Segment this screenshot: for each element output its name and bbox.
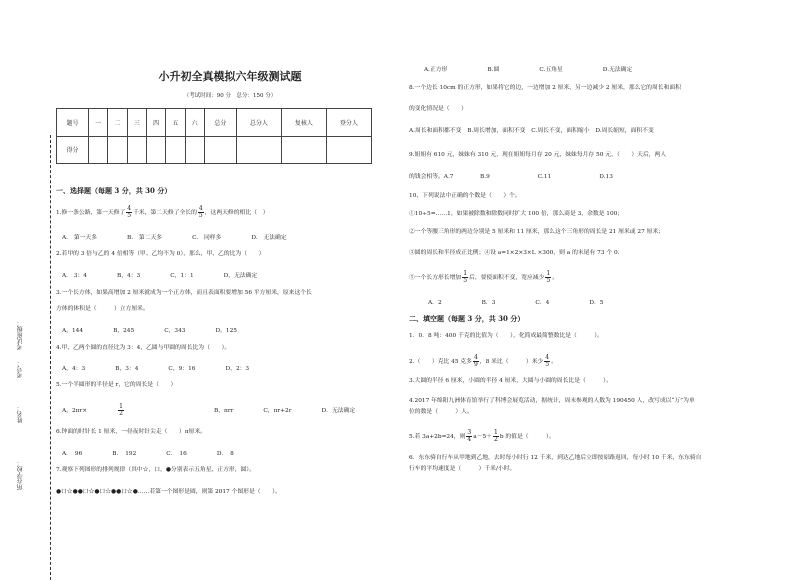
question-10: 10、下列说法中正确的个数是（ ）个。	[409, 193, 521, 199]
class-label: 考试班级：	[17, 320, 24, 350]
score-cell[interactable]	[89, 136, 108, 164]
score-cell[interactable]	[281, 136, 326, 164]
option[interactable]: C.五角星	[539, 67, 563, 73]
option[interactable]: C． 16	[166, 451, 187, 457]
score-cell[interactable]	[127, 136, 146, 164]
school-label: 所在学校：	[17, 460, 24, 490]
name-label: 姓名：	[17, 405, 24, 423]
fill-5: 5.若 3a+2b=24，则 $\frac{3}{4}$ a－5＋ $\frac{1}{2}$ b 的值是（ ）。	[409, 429, 555, 443]
option[interactable]: D.13	[599, 174, 613, 180]
option[interactable]: B，4：3	[117, 273, 141, 279]
fill-3: 3.大圆的半径 6 厘米，小圆的半径 4 厘米，大圆与小圆的周长比是（ ）。	[409, 378, 612, 384]
option[interactable]: B. 第二天多	[127, 235, 163, 241]
score-cell[interactable]	[185, 136, 204, 164]
score-cell[interactable]	[146, 136, 165, 164]
section-title-fill: 二、填空题（每题 3 分，共 30 分）	[409, 314, 525, 323]
question-6: 6.钟面的时针长 1 厘米，一昼夜时针尖走（ ）π厘米。	[56, 429, 207, 435]
option[interactable]: A. 第一天多	[62, 235, 98, 241]
option[interactable]: A，144	[62, 328, 84, 334]
score-cell[interactable]	[166, 136, 185, 164]
question-1-options	[62, 232, 317, 241]
question-7-line-2: ●口☆●●口☆●口☆●●口☆●……若第一个图形是圆，则第 2017 个图形是（ ）。	[56, 489, 281, 495]
option[interactable]: D，2：3	[225, 366, 250, 372]
question-8-options[interactable]: A.周长和面积都不变 B.周长增加，面积不变 C.周长不变，面积缩小 D.周长缩短，面积不变	[409, 128, 654, 134]
question-3-options	[62, 325, 267, 334]
score-header: 题号	[57, 109, 89, 137]
option[interactable]: B． 192	[112, 451, 137, 457]
fill-4-line-1: 4.2017 年绵阳九洲体育馆举行了科博会展览活动，据统计，周末参观的人数为 190450 人，改写成以“万”为单	[409, 398, 695, 404]
score-header: 四	[146, 109, 165, 137]
question-4-options	[62, 363, 279, 372]
option[interactable]: D．无法确定	[321, 408, 356, 414]
page-title: 小升初全真模拟六年级测试题	[158, 70, 302, 83]
option[interactable]: B．3	[481, 300, 496, 306]
question-3-line-2: 方体的体积是（ ）立方厘米。	[56, 306, 149, 312]
option[interactable]: C，πr+2r	[263, 408, 292, 414]
score-header: 二	[108, 109, 127, 137]
score-row-label: 得分	[57, 136, 89, 164]
fraction: $\frac{4}{5}$	[127, 205, 132, 219]
question-6-options	[62, 448, 264, 457]
option[interactable]: B，245	[113, 328, 135, 334]
option[interactable]: A. 3：4	[62, 273, 87, 279]
score-cell[interactable]	[108, 136, 127, 164]
option[interactable]: C，343	[164, 328, 186, 334]
option[interactable]: A．2	[428, 300, 442, 306]
question-3-line-1: 3.一个长方体，如果高增加 2 厘米就成为一个正方体，而且表面积要增加 56 平方厘米，原来这个长	[56, 290, 312, 296]
dashed-binding-line	[50, 135, 51, 580]
question-2: 2.若甲的 3 倍与乙的 4 倍相等（甲、乙均不为 0），那么，甲、乙的比为（ ）	[56, 251, 265, 257]
section-title-choice: 一、选择题（每题 3 分，共 30 分）	[56, 186, 172, 195]
statement-3: ③圆的周长和半径成正比例；④设 a=1×2×3×L ×300，则 a 的末尾有 73 个 0.	[409, 250, 620, 256]
score-table	[56, 108, 372, 164]
question-8-line-2: 的变化情况是（ ）	[409, 106, 467, 112]
fill-4-line-2: 位的数是（ ）人。	[409, 409, 473, 415]
option[interactable]: C，1：1	[170, 273, 194, 279]
option[interactable]: D．5	[589, 300, 604, 306]
question-7-options	[424, 64, 662, 73]
statement-4: ⑤一个长方形长增加 $\frac{1}{5}$ 后，要使面积不变，宽应减少 $\frac{1}{5}$ 。	[409, 270, 559, 284]
option[interactable]: A． 96	[62, 451, 83, 457]
option[interactable]: D.无法确定	[602, 67, 633, 73]
score-header: 五	[166, 109, 185, 137]
score-header: 六	[185, 109, 204, 137]
statement-2: ②一个等腰三角形的两边分别是 5 厘米和 11 厘米，那么这个三角形的周长是 21 厘米或 27 厘米；	[409, 229, 665, 235]
option[interactable]: D． 8	[216, 451, 234, 457]
option[interactable]: D，无法确定	[223, 273, 258, 279]
option[interactable]: D. 无法确定	[251, 235, 287, 241]
fill-6-line-1: 6．东东骑自行车从甲地到乙地，去时每小时行 12 千米，到达乙地后立即按原路返回，每小时 10 千米，东东骑自	[409, 455, 702, 461]
score-cell[interactable]	[236, 136, 281, 164]
score-header: 登分人	[326, 109, 371, 137]
question-2-options	[62, 270, 287, 279]
option[interactable]: B，πrr	[213, 408, 234, 414]
question-8-line-1: 8.一个边长 10cm 的正方形，如果将它的边，一边增加 2 厘米，另一边减少 2 厘米，那么它的周长和面积	[409, 85, 681, 91]
score-cell[interactable]	[326, 136, 371, 164]
option[interactable]: C，9：16	[168, 366, 196, 372]
question-5-options	[62, 404, 385, 417]
binding-margin	[14, 60, 54, 530]
score-header: 总分	[204, 109, 236, 137]
question-10-options	[428, 297, 633, 306]
score-header: 一	[89, 109, 108, 137]
exam-number-label: 考号：	[17, 360, 24, 378]
question-1: 1.修一条公路，第一天修了 $\frac{4}{5}$ 千米，第二天修了全长的 $\frac{4}{5}$ ，这两天修的相比（ ）	[56, 205, 269, 219]
question-9-line-2: 的钱会相等。A.7	[409, 174, 454, 180]
score-header: 总分人	[236, 109, 281, 137]
exam-info: （考试时间：90 分 总分：150 分）	[183, 93, 277, 99]
question-5: 5.一个半圆形的半径是 r，它的周长是（ ）	[56, 382, 177, 388]
option[interactable]: A.正方形	[424, 67, 448, 73]
question-4: 4.甲、乙两个圆的直径比为 3：4，乙圆与甲圆的周长比为（ ）。	[56, 345, 231, 351]
option[interactable]: B.圆	[487, 67, 500, 73]
option[interactable]: B，3：4	[115, 366, 139, 372]
option[interactable]: C.11	[537, 174, 552, 180]
option[interactable]: D，125	[215, 328, 237, 334]
option[interactable]: A，2πr× $\frac{1}{2}$	[62, 403, 123, 417]
option[interactable]: B.9	[480, 174, 490, 180]
question-9-line-1: 9.姐姐有 610 元，妹妹有 310 元，现在姐姐每月存 20 元，妹妹每月存 50 元，（ ）天后，两人	[409, 152, 667, 158]
score-header: 复核人	[281, 109, 326, 137]
statement-1: ①10÷5=……1，如果被除数和除数同时扩大 100 倍，那么商是 3，余数是 100；	[409, 211, 624, 217]
question-7-line-1: 7.观察下列图形的排列规律（其中☆，口，●分别表示五角星、正方形，圆）。	[56, 467, 255, 473]
fill-6-line-2: 行车的平均速度是（ ）千米/小时。	[409, 466, 516, 472]
fill-2: 2.（ ）克比 45 克多 $\frac{4}{9}$ ，8 米比（ ）米少 $\frac{4}{5}$ 。	[409, 354, 557, 368]
fraction: $\frac{4}{5}$	[198, 205, 203, 219]
fill-1: 1．0．8 吨：400 千克的比值为（ ），化简成最简整数比是（ ）。	[409, 333, 603, 339]
score-header: 三	[127, 109, 146, 137]
option[interactable]: C．4	[535, 300, 550, 306]
score-cell[interactable]	[204, 136, 236, 164]
option[interactable]: A，4：3	[62, 366, 86, 372]
question-9-options	[480, 174, 643, 180]
option[interactable]: C. 同样多	[192, 235, 222, 241]
